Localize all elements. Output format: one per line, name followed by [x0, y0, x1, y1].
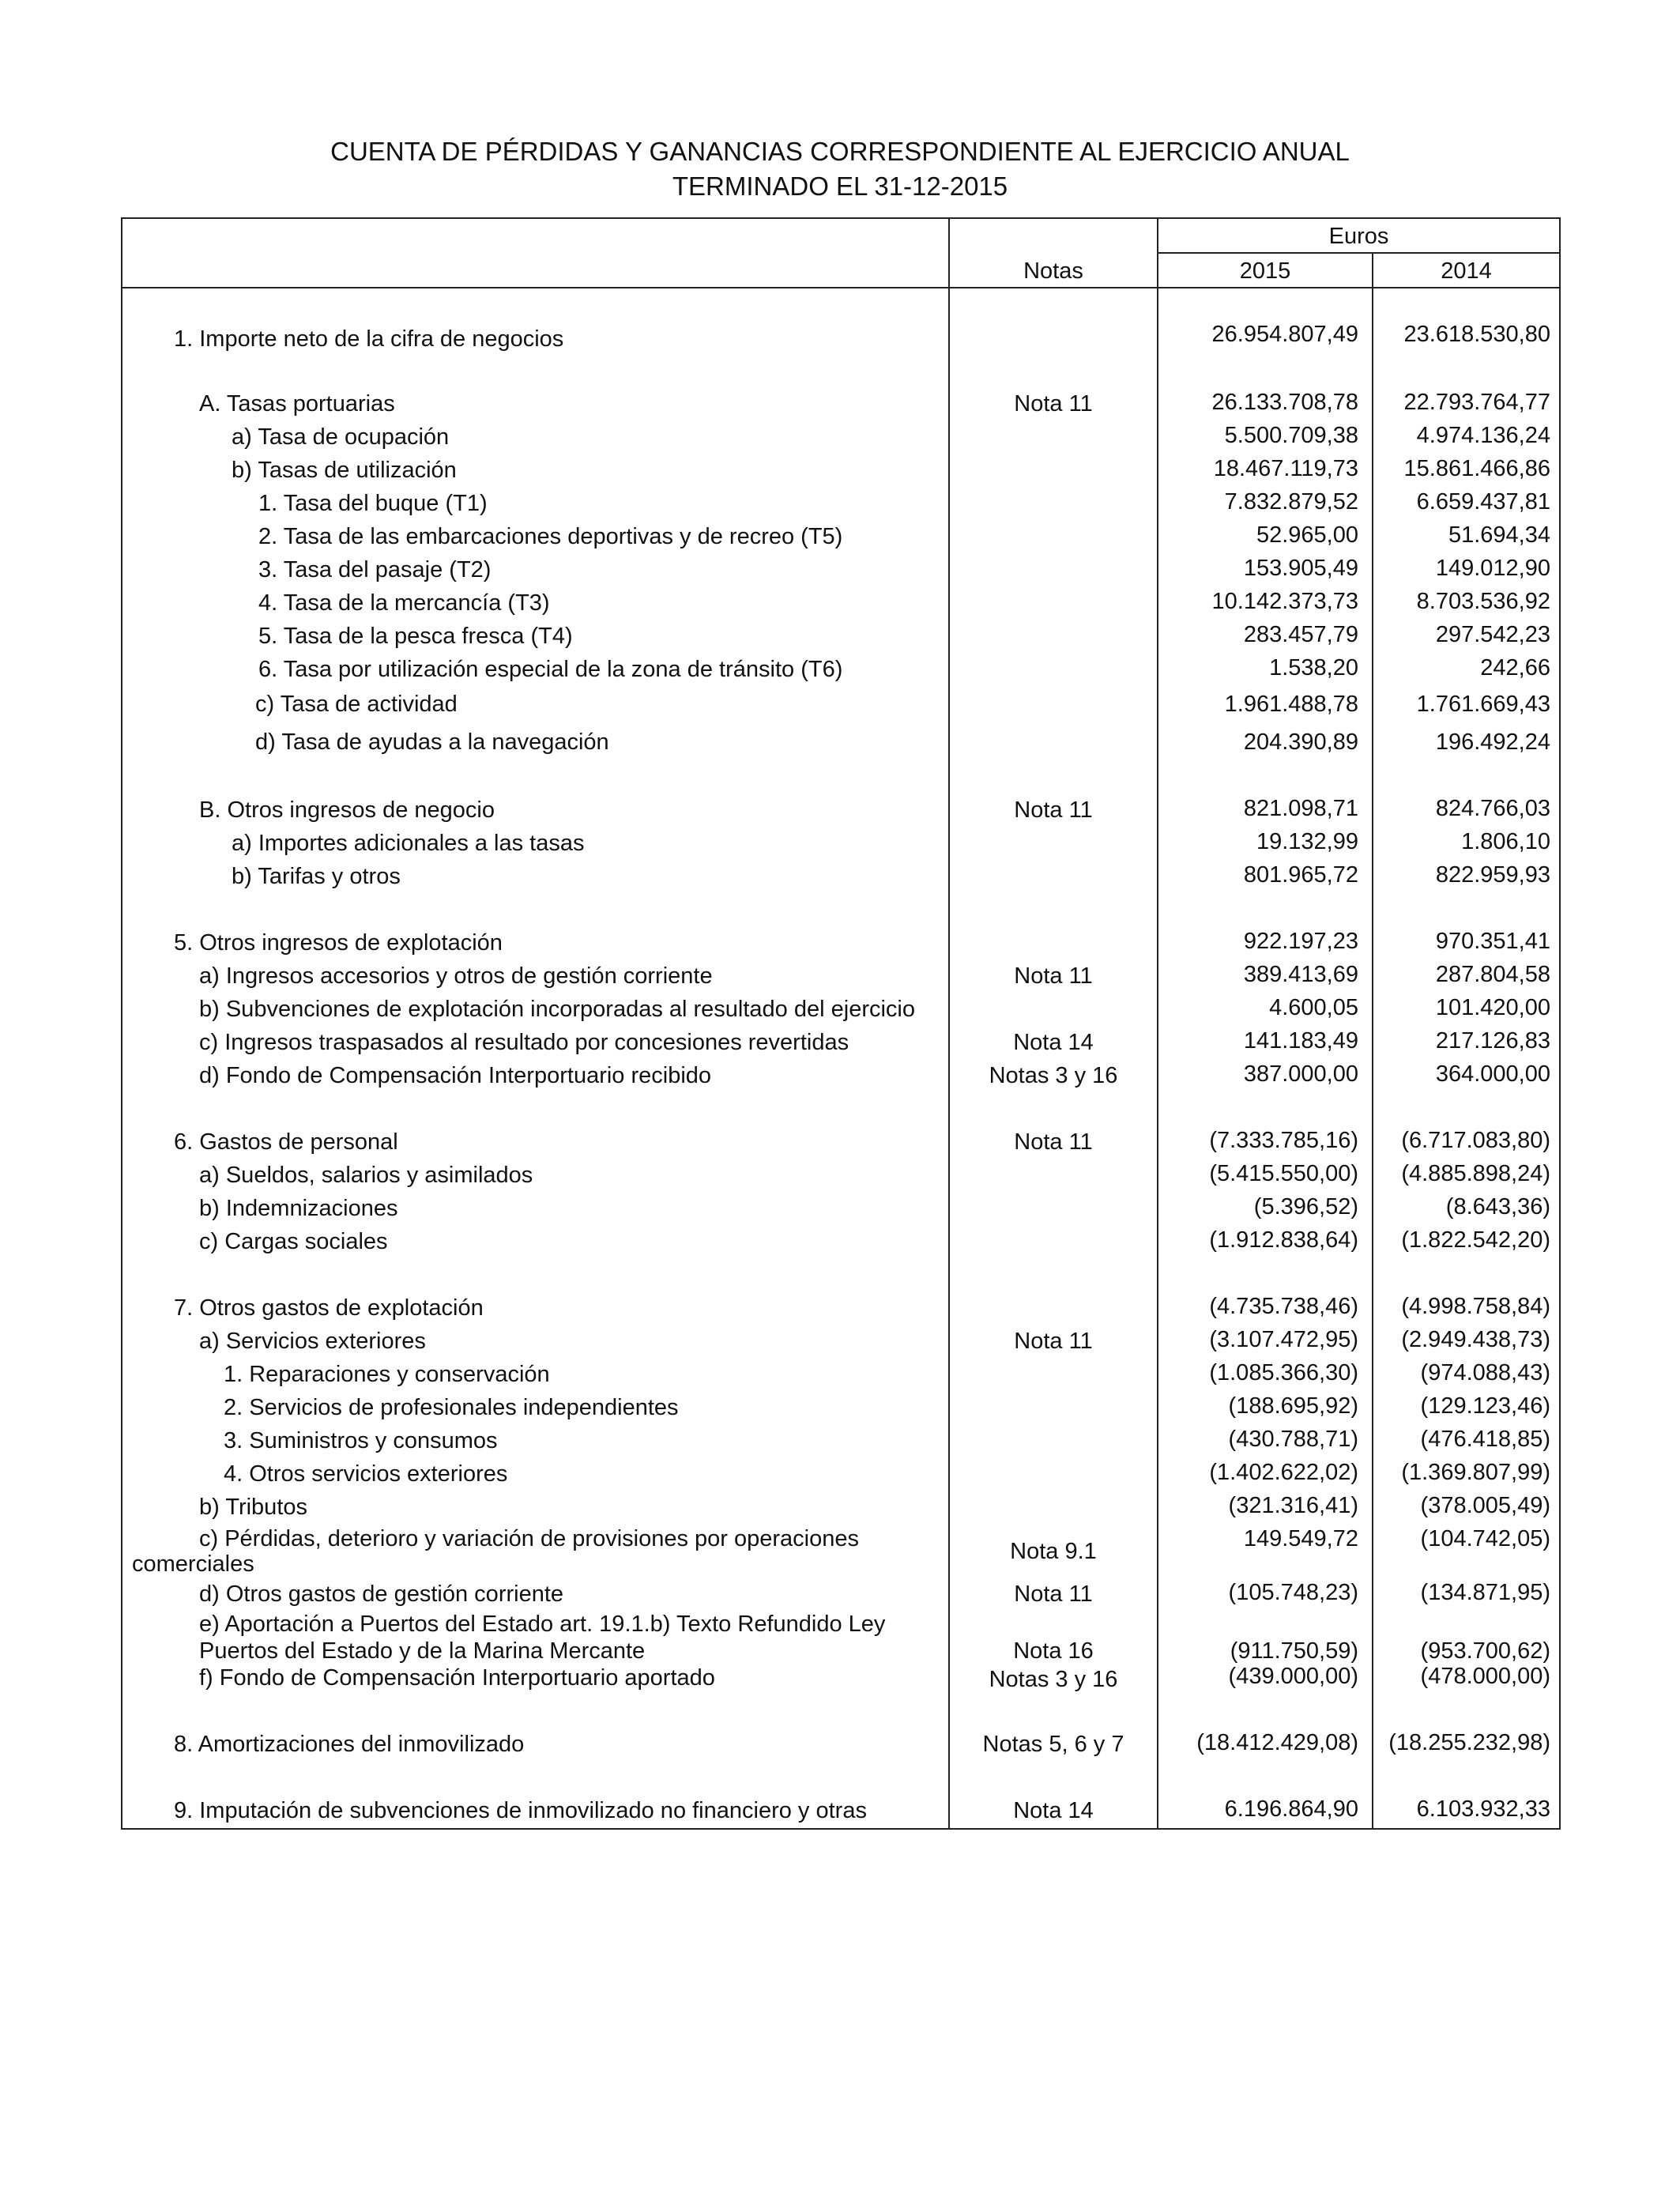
header-year-2015: 2015	[1239, 258, 1291, 284]
row-note: Notas 3 y 16	[989, 1667, 1118, 1692]
table-row	[122, 1226, 1559, 1257]
table-row	[122, 1292, 1559, 1324]
row-label: c) Ingresos traspasados al resultado por concesiones revertidas	[199, 1030, 849, 1055]
row-value-2015: 7.832.879,52	[1224, 489, 1358, 515]
row-value-2014: (104.742,05)	[1420, 1526, 1550, 1551]
row-value-2015: (4.735.738,46)	[1209, 1294, 1358, 1319]
row-label: c) Tasa de actividad	[255, 692, 458, 717]
row-label-continuation: comerciales	[132, 1551, 254, 1577]
row-value-2015: 1.961.488,78	[1224, 692, 1358, 717]
table-row	[122, 1425, 1559, 1457]
row-value-2014: 51.694,34	[1448, 522, 1550, 548]
table-row	[122, 421, 1559, 453]
row-value-2015: 204.390,89	[1243, 729, 1358, 755]
row-label: 3. Tasa del pasaje (T2)	[258, 557, 492, 582]
table-row	[122, 1458, 1559, 1490]
table-row	[122, 1392, 1559, 1423]
row-value-2015: (1.402.622,02)	[1209, 1460, 1358, 1485]
row-label: 4. Otros servicios exteriores	[224, 1461, 508, 1487]
header-euros: Euros	[1328, 224, 1389, 249]
row-value-2015: 821.098,71	[1243, 796, 1358, 821]
row-label: a) Importes adicionales a las tasas	[232, 831, 585, 856]
row-value-2015: 1.538,20	[1269, 655, 1358, 680]
row-label: a) Ingresos accesorios y otros de gestión corriente	[199, 963, 713, 989]
row-value-2015: (3.107.472,95)	[1209, 1327, 1358, 1352]
row-value-2014: 15.861.466,86	[1403, 456, 1550, 481]
table-row	[122, 1159, 1559, 1191]
row-value-2014: (1.822.542,20)	[1401, 1227, 1550, 1253]
table-row	[122, 1728, 1559, 1760]
row-note: Nota 11	[1014, 391, 1093, 417]
row-label: 6. Gastos de personal	[174, 1129, 398, 1155]
row-value-2015: 52.965,00	[1256, 522, 1358, 548]
row-value-2014: (6.717.083,80)	[1401, 1128, 1550, 1153]
row-label: A. Tasas portuarias	[199, 391, 395, 417]
row-value-2015: (105.748,23)	[1228, 1580, 1358, 1605]
row-value-2014: 824.766,03	[1435, 796, 1550, 821]
row-note: Nota 16	[1013, 1638, 1094, 1664]
table-row	[122, 554, 1559, 586]
row-note: Notas 5, 6 y 7	[982, 1732, 1124, 1757]
table-row	[122, 1525, 1559, 1585]
row-label: d) Otros gastos de gestión corriente	[199, 1581, 564, 1607]
row-value-2014: (974.088,43)	[1420, 1360, 1550, 1385]
row-value-2014: 8.703.536,92	[1416, 589, 1550, 614]
row-note: Nota 11	[1014, 963, 1093, 989]
title-line-1: CUENTA DE PÉRDIDAS Y GANANCIAS CORRESPONDIENTE AL EJERCICIO ANUAL	[330, 137, 1350, 166]
row-value-2014: 364.000,00	[1435, 1061, 1550, 1087]
table-row	[122, 1578, 1559, 1610]
row-label: d) Tasa de ayudas a la navegación	[255, 729, 609, 755]
row-label: b) Tasas de utilización	[232, 458, 457, 483]
row-value-2014: 1.806,10	[1461, 829, 1550, 854]
row-value-2014: (4.998.758,84)	[1401, 1294, 1550, 1319]
row-note: Notas 3 y 16	[989, 1063, 1118, 1088]
row-label: 7. Otros gastos de explotación	[174, 1295, 484, 1321]
row-value-2015: (5.396,52)	[1253, 1194, 1358, 1220]
row-label: 5. Otros ingresos de explotación	[174, 930, 503, 956]
table-row	[122, 827, 1559, 859]
table-row	[122, 1126, 1559, 1158]
table-row	[122, 388, 1559, 420]
row-label: b) Subvenciones de explotación incorporadas al resultado del ejercicio	[199, 997, 915, 1022]
row-label: 6. Tasa por utilización especial de la zona de tránsito (T6)	[258, 657, 843, 682]
row-label: 1. Importe neto de la cifra de negocios	[174, 326, 564, 352]
row-value-2015: 389.413,69	[1243, 962, 1358, 987]
row-value-2015: 283.457,79	[1243, 622, 1358, 647]
table-row	[122, 960, 1559, 992]
row-value-2015: (321.316,41)	[1228, 1493, 1358, 1518]
row-value-2014: (129.123,46)	[1420, 1393, 1550, 1419]
table-row	[122, 1610, 1559, 1670]
table-row	[122, 927, 1559, 959]
row-note: Nota 11	[1014, 1329, 1093, 1354]
table-row	[122, 454, 1559, 486]
row-value-2015: (1.912.838,64)	[1209, 1227, 1358, 1253]
row-value-2015: 6.196.864,90	[1224, 1796, 1358, 1822]
row-value-2014: (2.949.438,73)	[1401, 1327, 1550, 1352]
row-value-2014: 6.659.437,81	[1416, 489, 1550, 515]
row-value-2014: 287.804,58	[1435, 962, 1550, 987]
income-statement-table	[121, 217, 1561, 1830]
row-value-2015: (439.000,00)	[1228, 1664, 1358, 1689]
row-note: Nota 14	[1013, 1798, 1094, 1823]
row-value-2015: 922.197,23	[1243, 929, 1358, 954]
row-value-2014: (4.885.898,24)	[1401, 1161, 1550, 1186]
row-value-2015: (1.085.366,30)	[1209, 1360, 1358, 1385]
row-value-2015: 149.549,72	[1243, 1526, 1358, 1551]
row-label: B. Otros ingresos de negocio	[199, 797, 495, 823]
table-row	[122, 521, 1559, 552]
table-row	[122, 620, 1559, 652]
row-value-2015: (430.788,71)	[1228, 1427, 1358, 1452]
row-value-2014: 970.351,41	[1435, 929, 1550, 954]
header-notas: Notas	[1023, 258, 1083, 284]
row-label: 5. Tasa de la pesca fresca (T4)	[258, 624, 573, 649]
row-value-2014: 242,66	[1480, 655, 1550, 680]
row-value-2015: 18.467.119,73	[1213, 456, 1358, 481]
row-label: 2. Servicios de profesionales independientes	[224, 1395, 679, 1420]
table-row	[122, 320, 1559, 352]
table-row	[122, 654, 1559, 685]
row-label: f) Fondo de Compensación Interportuario aportado	[199, 1665, 715, 1691]
row-label: 1. Tasa del buque (T1)	[258, 491, 488, 516]
row-label-continuation: Puertos del Estado y de la Marina Mercante	[199, 1638, 646, 1664]
divider-header	[122, 287, 1559, 288]
row-value-2014: (8.643,36)	[1445, 1194, 1550, 1220]
row-value-2014: 4.974.136,24	[1416, 423, 1550, 448]
row-label: 3. Suministros y consumos	[224, 1428, 498, 1453]
row-value-2015: (5.415.550,00)	[1209, 1161, 1358, 1186]
table-row	[122, 690, 1559, 722]
row-value-2015: 26.133.708,78	[1211, 390, 1358, 415]
row-label: 2. Tasa de las embarcaciones deportivas y de recreo (T5)	[258, 524, 843, 549]
row-value-2014: (476.418,85)	[1420, 1427, 1550, 1452]
row-value-2014: (478.000,00)	[1420, 1664, 1550, 1689]
table-row	[122, 1193, 1559, 1224]
row-label: a) Tasa de ocupación	[232, 424, 450, 450]
document-title	[0, 134, 1680, 204]
row-value-2014: 23.618.530,80	[1403, 322, 1550, 347]
table-row	[122, 1359, 1559, 1390]
row-value-2014: 101.420,00	[1435, 995, 1550, 1020]
row-value-2015: 26.954.807,49	[1211, 322, 1358, 347]
row-value-2014: (1.369.807,99)	[1401, 1460, 1550, 1485]
table-row	[122, 1491, 1559, 1523]
table-row	[122, 993, 1559, 1025]
row-label: 8. Amortizaciones del inmovilizado	[174, 1732, 525, 1757]
row-value-2015: (911.750,59)	[1230, 1638, 1358, 1664]
row-value-2015: (18.412.429,08)	[1196, 1730, 1358, 1755]
table-row	[122, 1662, 1559, 1694]
row-value-2014: 149.012,90	[1435, 556, 1550, 581]
row-label: b) Tributos	[199, 1495, 307, 1520]
table-row	[122, 587, 1559, 619]
row-value-2014: (134.871,95)	[1420, 1580, 1550, 1605]
row-value-2015: 141.183,49	[1243, 1028, 1358, 1054]
row-note: Nota 14	[1013, 1030, 1094, 1055]
row-note: Nota 11	[1014, 1129, 1093, 1155]
row-value-2014: 297.542,23	[1435, 622, 1550, 647]
divider-euros	[1157, 252, 1559, 254]
row-value-2014: 822.959,93	[1435, 862, 1550, 888]
row-value-2015: 19.132,99	[1256, 829, 1358, 854]
row-note: Nota 11	[1014, 797, 1093, 823]
table-row	[122, 1060, 1559, 1091]
table-row	[122, 861, 1559, 892]
row-value-2014: (18.255.232,98)	[1388, 1730, 1550, 1755]
row-label: a) Sueldos, salarios y asimilados	[199, 1163, 533, 1188]
header-year-2014: 2014	[1441, 258, 1492, 284]
table-row	[122, 1795, 1559, 1826]
row-label: c) Pérdidas, deterioro y variación de provisiones por operaciones	[199, 1526, 859, 1551]
row-label: b) Indemnizaciones	[199, 1196, 398, 1221]
row-label: 4. Tasa de la mercancía (T3)	[258, 590, 550, 616]
row-note: Nota 9.1	[1010, 1539, 1097, 1564]
row-value-2015: (188.695,92)	[1228, 1393, 1358, 1419]
row-value-2015: 801.965,72	[1243, 862, 1358, 888]
row-value-2015: 10.142.373,73	[1211, 589, 1358, 614]
row-value-2014: 6.103.932,33	[1416, 1796, 1550, 1822]
row-value-2014: 217.126,83	[1435, 1028, 1550, 1054]
row-label: a) Servicios exteriores	[199, 1329, 426, 1354]
row-value-2014: (378.005,49)	[1420, 1493, 1550, 1518]
row-note: Nota 11	[1014, 1581, 1093, 1607]
row-label: 9. Imputación de subvenciones de inmovilizado no financiero y otras	[174, 1798, 867, 1823]
row-label: d) Fondo de Compensación Interportuario recibido	[199, 1063, 712, 1088]
row-value-2014: 1.761.669,43	[1416, 692, 1550, 717]
row-value-2015: 387.000,00	[1243, 1061, 1358, 1087]
row-value-2014: 196.492,24	[1435, 729, 1550, 755]
table-row	[122, 728, 1559, 760]
row-value-2015: 153.905,49	[1243, 556, 1358, 581]
row-value-2014: (953.700,62)	[1420, 1638, 1550, 1664]
row-value-2015: (7.333.785,16)	[1209, 1128, 1358, 1153]
row-value-2014: 22.793.764,77	[1403, 390, 1550, 415]
row-value-2015: 5.500.709,38	[1224, 423, 1358, 448]
table-row	[122, 794, 1559, 826]
row-value-2015: 4.600,05	[1269, 995, 1358, 1020]
table-row	[122, 488, 1559, 519]
row-label: e) Aportación a Puertos del Estado art. 19.1.b) Texto Refundido Ley	[199, 1612, 886, 1637]
row-label: b) Tarifas y otros	[232, 864, 401, 889]
row-label: 1. Reparaciones y conservación	[224, 1362, 550, 1387]
row-label: c) Cargas sociales	[199, 1229, 388, 1254]
table-row	[122, 1027, 1559, 1058]
title-line-2: TERMINADO EL 31-12-2015	[672, 172, 1008, 201]
table-row	[122, 1325, 1559, 1357]
